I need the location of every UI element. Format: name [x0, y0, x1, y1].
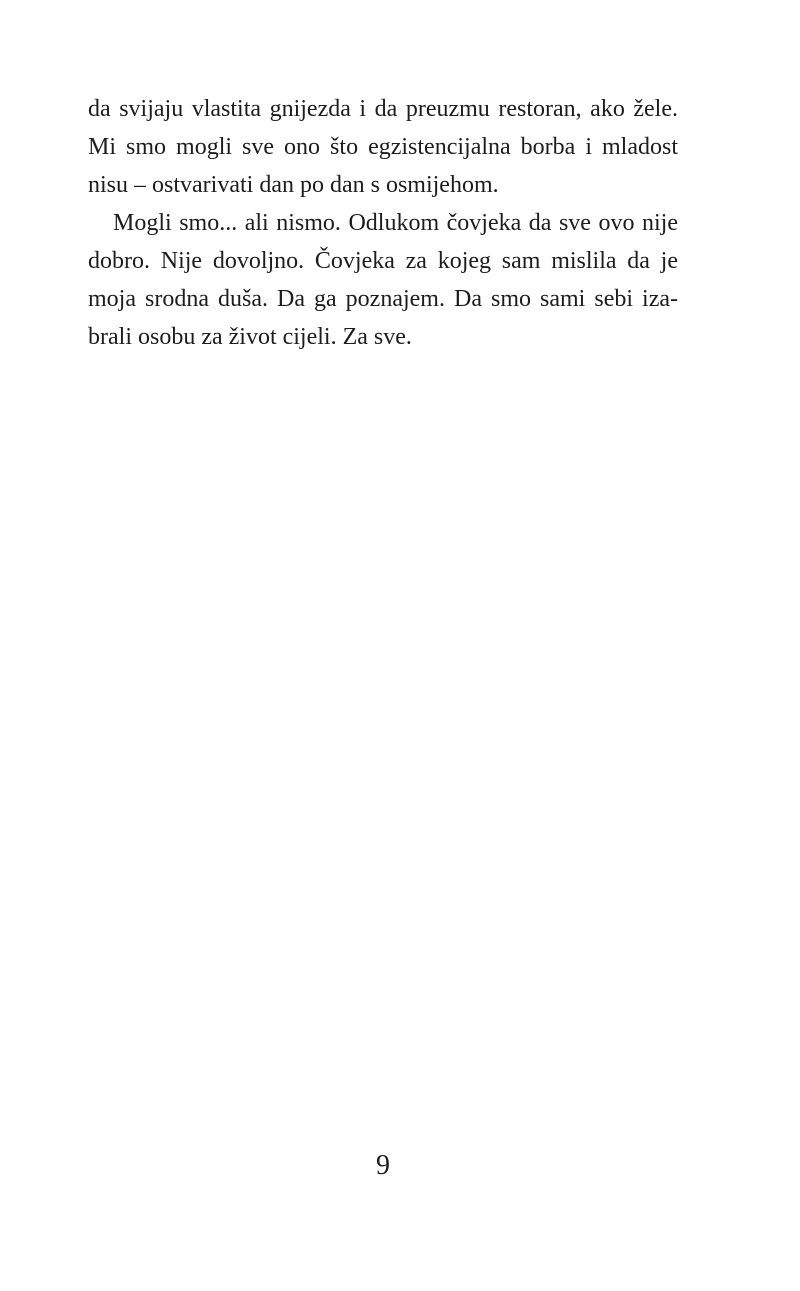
- text-block: [88, 90, 678, 356]
- paragraph: [88, 204, 678, 356]
- text-line: moja srodna duša. Da ga poznajem. Da smo sami sebi iza-: [88, 286, 678, 312]
- text-line: nisu – ostvarivati dan po dan s osmijehom.: [88, 172, 499, 198]
- text-line: da svijaju vlastita gnijezda i da preuzmu restoran, ako žele.: [88, 96, 678, 122]
- paragraph: [88, 90, 678, 204]
- page-number: 9: [376, 1150, 390, 1181]
- text-line: Mogli smo... ali nismo. Odlukom čovjeka da sve ovo nije: [113, 210, 678, 236]
- text-line: dobro. Nije dovoljno. Čovjeka za kojeg sam mislila da je: [88, 248, 678, 274]
- text-line: brali osobu za život cijeli. Za sve.: [88, 324, 412, 350]
- text-line: Mi smo mogli sve ono što egzistencijalna borba i mladost: [88, 134, 678, 160]
